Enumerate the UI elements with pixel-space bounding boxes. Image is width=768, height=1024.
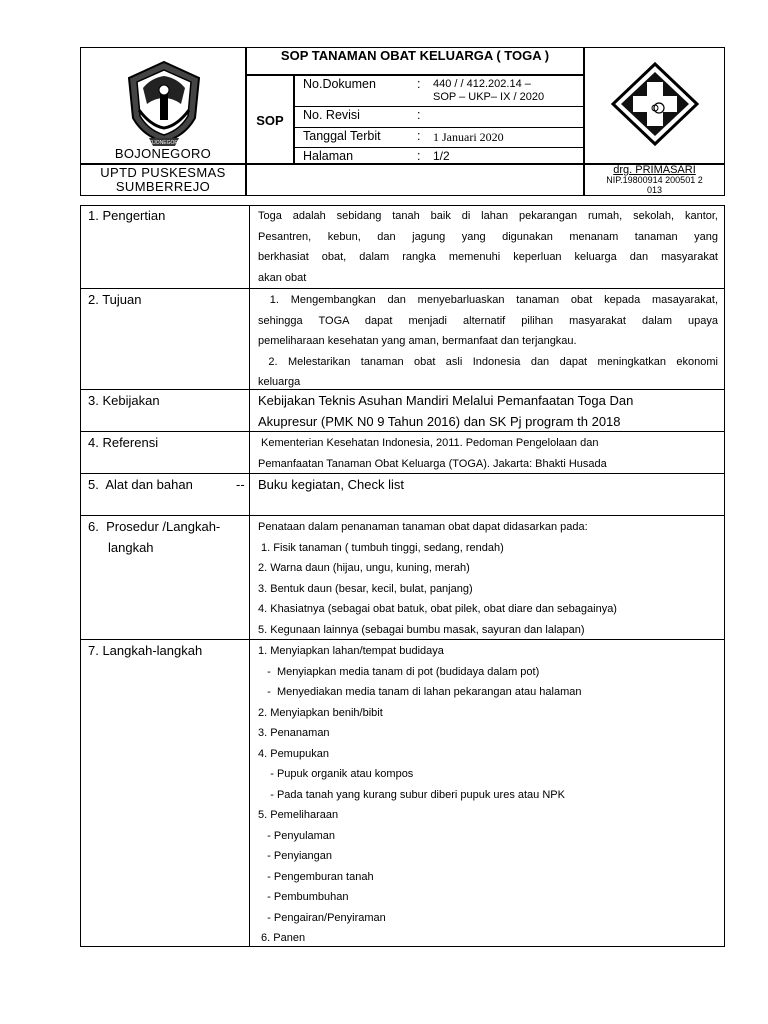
document-meta <box>294 75 584 164</box>
meta-row-tanggal <box>295 128 585 148</box>
content-line: Buku kegiatan, Check list <box>258 477 404 492</box>
meta-value-line2: SOP – UKP– IX / 2020 <box>433 91 545 103</box>
meta-colon: : <box>417 149 421 163</box>
document-title: SOP TANAMAN OBAT KELUARGA ( TOGA ) <box>246 47 584 75</box>
row-prosedur <box>80 516 725 640</box>
meta-label: No.Dokumen <box>303 77 376 91</box>
content-line: Kebijakan Teknis Asuhan Mandiri Melalui Pemanfaatan Toga Dan <box>258 393 634 408</box>
content-line: - Pupuk organik atau kompos <box>258 768 414 780</box>
content-line: - Penyulaman <box>258 829 336 842</box>
puskesmas-name <box>80 164 246 196</box>
row-tujuan <box>80 289 725 390</box>
signer-name: drg. PRIMASARI <box>613 164 696 176</box>
row-content <box>258 391 718 432</box>
meta-value: 1 Januari 2020 <box>433 130 504 144</box>
content-line: - Pada tanah yang kurang subur diberi pupuk ures atau NPK <box>258 788 565 801</box>
meta-label: Tanggal Terbit <box>303 129 381 143</box>
row-pengertian <box>80 205 725 289</box>
row-content <box>258 206 718 288</box>
content-line: 3. Penanaman <box>258 727 330 739</box>
content-line: 4. Pemupukan <box>258 747 329 760</box>
row-label: 7. Langkah-langkah <box>88 643 203 658</box>
meta-label: Halaman <box>303 149 354 163</box>
content-line: Pesantren, kebun, dan jagung yang digunakan menanam tanaman yang <box>258 230 718 243</box>
signer-block <box>584 164 725 196</box>
content-line: 4. Khasiatnya (sebagai obat batuk, obat pilek, obat diare dan sebagainya) <box>258 603 617 615</box>
content-line: keluarga <box>258 376 301 388</box>
content-line: pemeliharaan kesehatan yang aman, bermanfaat dan terjangkau. <box>258 335 577 347</box>
row-content <box>258 433 718 474</box>
content-line: 1. Fisik tanaman ( tumbuh tinggi, sedang, rendah) <box>258 541 504 554</box>
signer-nip-cont: 013 <box>646 185 663 195</box>
row-label: 4. Referensi <box>88 435 159 450</box>
content-line: akan obat <box>258 271 307 284</box>
content-line: Kementerian Kesehatan Indonesia, 2011. Pedoman Pengelolaan dan <box>258 437 599 449</box>
meta-label: No. Revisi <box>303 108 360 122</box>
content-line: 2. Melestarikan tanaman obat asli Indonesia dan dapat meningkatkan ekonomi <box>258 355 718 368</box>
content-line: 5. Pemeliharaan <box>258 809 339 821</box>
row-content <box>258 641 718 949</box>
puskesmas-logo-cell <box>584 47 725 164</box>
content-line: - Menyediakan media tanam di lahan pekarangan atau halaman <box>258 686 582 698</box>
row-label: 6. Prosedur /Langkah- <box>88 519 221 534</box>
meta-colon: : <box>417 77 421 91</box>
row-referensi <box>80 432 725 474</box>
row-label: 5. Alat dan bahan <box>88 477 193 492</box>
row-content <box>258 475 718 496</box>
meta-row-dokumen <box>295 76 585 107</box>
puskesmas-line-2: SUMBERREJO <box>115 179 211 194</box>
sop-label: SOP <box>246 75 294 164</box>
meta-row-halaman <box>295 148 585 165</box>
content-line: sehingga TOGA dapat menjadi alternatif pilihan masyarakat dalam upaya <box>258 314 718 327</box>
content-line: 5. Kegunaan lainnya (sebagai bumbu masak, sayuran dan lalapan) <box>258 623 585 636</box>
svg-text:BOJONEGORO: BOJONEGORO <box>146 140 182 146</box>
content-line: 3. Bentuk daun (besar, kecil, bulat, panjang) <box>258 582 473 595</box>
meta-colon: : <box>417 108 421 122</box>
content-line: 6. Panen <box>258 932 306 944</box>
signer-nip: NIP.19800914 200501 2 <box>606 175 703 185</box>
content-line: - Menyiapkan media tanam di pot (budidaya dalam pot) <box>258 665 540 678</box>
row-label-suffix: -- <box>236 477 245 492</box>
content-line: Pemanfaatan Tanaman Obat Keluarga (TOGA). Jakarta: Bhakti Husada <box>258 457 607 470</box>
content-line: - Pembumbuhan <box>258 891 349 903</box>
content-line: 2. Menyiapkan benih/bibit <box>258 706 383 719</box>
puskesmas-logo <box>585 48 726 165</box>
row-label-cont: langkah <box>108 540 154 555</box>
row-langkah <box>80 640 725 947</box>
content-line: berkhasiat obat, dalam rangka memenuhi keperluan keluarga dan masyarakat <box>258 251 718 263</box>
row-content <box>258 290 718 393</box>
content-line: 2. Warna daun (hijau, ungu, kuning, merah) <box>258 562 470 574</box>
meta-colon: : <box>417 129 421 143</box>
content-line: Toga adalah sebidang tanah baik di lahan pekarangan rumah, sekolah, kantor, <box>258 210 718 222</box>
content-line: - Pengairan/Penyiraman <box>258 911 386 924</box>
meta-row-revisi <box>295 107 585 128</box>
row-content <box>258 517 718 640</box>
row-kebijakan <box>80 390 725 432</box>
header-blank-cell <box>246 164 584 196</box>
row-label: 2. Tujuan <box>88 292 142 307</box>
content-line: 1. Menyiapkan lahan/tempat budidaya <box>258 645 444 657</box>
meta-value: 1/2 <box>433 149 450 163</box>
row-alat <box>80 474 725 516</box>
puskesmas-line-1: UPTD PUSKESMAS <box>100 165 226 180</box>
content-line: - Pengemburan tanah <box>258 870 374 883</box>
content-line: - Penyiangan <box>258 850 332 862</box>
content-line: Penataan dalam penanaman tanaman obat dapat didasarkan pada: <box>258 521 588 533</box>
row-label: 3. Kebijakan <box>88 393 160 408</box>
kabupaten-name: BOJONEGORO <box>114 146 212 161</box>
meta-value: 440 / / 412.202.14 – <box>433 78 531 90</box>
content-line: 1. Mengembangkan dan menyebarluaskan tanaman obat kepada masayarakat, <box>258 294 718 306</box>
content-line: Akupresur (PMK N0 9 Tahun 2016) dan SK Pj program th 2018 <box>258 413 621 429</box>
row-label: 1. Pengertian <box>88 208 166 223</box>
